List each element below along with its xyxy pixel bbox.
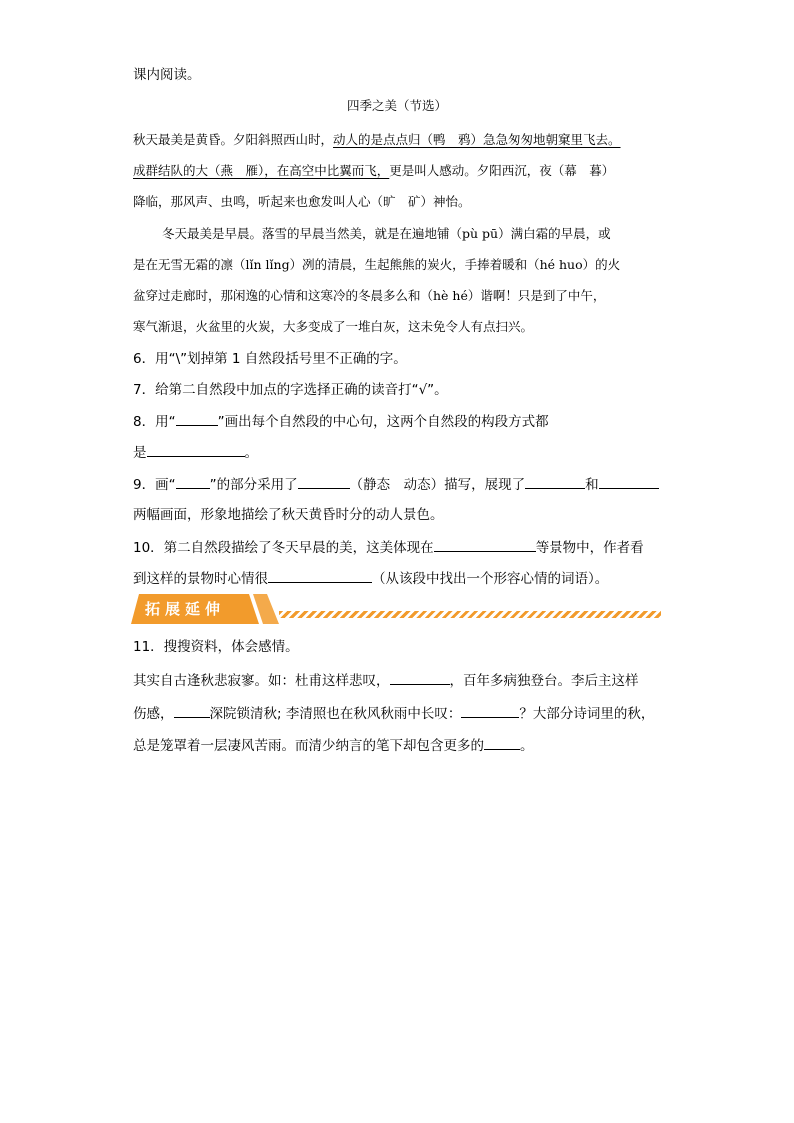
- q9-text-2: （静态 动态）描写，展现了: [349, 477, 526, 493]
- banner-stripe: [279, 611, 661, 618]
- p1-line1-plain: 秋天最美是黄昏。夕阳斜照西山时，: [133, 132, 334, 147]
- q10-blank-1[interactable]: [434, 537, 536, 552]
- p1-line2-plain: 更是叫人感动。夕阳西沉，夜（幕 暮）: [389, 163, 615, 178]
- section-title: 拓展延伸: [145, 600, 226, 618]
- passage-p2-line2: 是在无雪无霜的凛（lǐn lǐng）冽的清晨，生起熊熊的炭火，手捧着暖和（hé huo）的火: [133, 257, 621, 272]
- question-9: [133, 474, 659, 495]
- q8-cont-prefix: 是: [133, 445, 147, 461]
- p1-line2-underlined: 成群结队的大（燕 雁），在高空中比翼而飞，: [133, 163, 390, 178]
- passage-p1-line1: [133, 130, 621, 150]
- q9-line-sample: [176, 474, 210, 489]
- passage-p1-line2: [133, 161, 614, 181]
- q8-answer-blank[interactable]: [147, 442, 245, 457]
- q9-blank-2[interactable]: [525, 474, 585, 489]
- q8-prefix: 8．用“: [133, 414, 176, 430]
- q8-text: ”画出每个自然段的中心句，这两个自然段的构段方式都: [217, 414, 549, 430]
- ext2-text-3: ？大部分诗词里的秋，: [519, 706, 655, 722]
- q9-text-3: 和: [585, 477, 599, 493]
- extension-line-2: [133, 703, 654, 724]
- q10-text-1: 10．第二自然段描绘了冬天早晨的美，这美体现在: [133, 540, 434, 556]
- extension-line-1: [133, 670, 639, 691]
- ext2-blank-2[interactable]: [461, 703, 519, 718]
- intro-text: 课内阅读。: [133, 67, 201, 83]
- passage-p2-line3: 盆穿过走廊时，那闲逸的心情和这寒冷的冬晨多么和（hè hé）谐啊！只是到了中午，: [133, 288, 606, 303]
- q10-text-2: 等景物中，作者看: [535, 540, 644, 556]
- ext1-text-1: 其实自古逢秋悲寂寥。如：杜甫这样悲叹，: [133, 673, 390, 689]
- section-banner: [131, 594, 661, 624]
- q9-blank-1[interactable]: [298, 474, 350, 489]
- ext2-blank-1[interactable]: [174, 703, 210, 718]
- question-11: 11．搜搜资料，体会感情。: [133, 639, 299, 655]
- passage-p1-line3: 降临，那风声、虫鸣，听起来也愈发叫人心（旷 矿）神怡。: [133, 194, 471, 209]
- ext1-text-2: ，百年多病独登台。李后主这样: [449, 673, 639, 689]
- passage-p2-line4: 寒气渐退，火盆里的火炭，大多变成了一堆白灰，这未免令人有点扫兴。: [133, 319, 534, 334]
- question-10-cont: [133, 568, 608, 589]
- p1-line1-underlined: 动人的是点点归（鸭 鸦）急急匆匆地朝窠里飞去。: [333, 132, 621, 147]
- extension-line-3: [133, 735, 534, 756]
- q10-blank-2[interactable]: [268, 568, 372, 583]
- passage-title: 四季之美（节选）: [346, 98, 447, 113]
- q10-text-4: （从该段中找出一个形容心情的词语）。: [372, 571, 609, 587]
- question-6: 6．用“\”划掉第 1 自然段括号里不正确的字。: [133, 351, 407, 367]
- ext1-blank[interactable]: [390, 670, 450, 685]
- ext3-blank[interactable]: [484, 735, 520, 750]
- q8-line-sample: [176, 411, 218, 426]
- passage-p2-line1: 冬天最美是早晨。落雪的早晨当然美，就是在遍地铺（pù pū）满白霜的早晨，或: [162, 226, 611, 241]
- question-7: 7．给第二自然段中加点的字选择正确的读音打“√”。: [133, 382, 448, 398]
- question-8-cont: [133, 442, 258, 463]
- ext3-text-1: 总是笼罩着一层凄风苦雨。而清少纳言的笔下却包含更多的: [133, 738, 484, 754]
- q9-blank-3[interactable]: [599, 474, 659, 489]
- question-9-cont: 两幅画面，形象地描绘了秋天黄昏时分的动人景色。: [133, 507, 444, 523]
- question-10: [133, 537, 644, 558]
- ext2-text-2: 深院锁清秋; 李清照也在秋风秋雨中长叹：: [209, 706, 462, 722]
- ext3-text-2: 。: [520, 738, 534, 754]
- ext2-text-1: 伤感，: [133, 706, 174, 722]
- question-8: [133, 411, 549, 432]
- q9-prefix: 9．画“: [133, 477, 176, 493]
- q9-text-1: ”的部分采用了: [209, 477, 298, 493]
- q8-period: 。: [244, 445, 258, 461]
- q10-text-3: 到这样的景物时心情很: [133, 571, 268, 587]
